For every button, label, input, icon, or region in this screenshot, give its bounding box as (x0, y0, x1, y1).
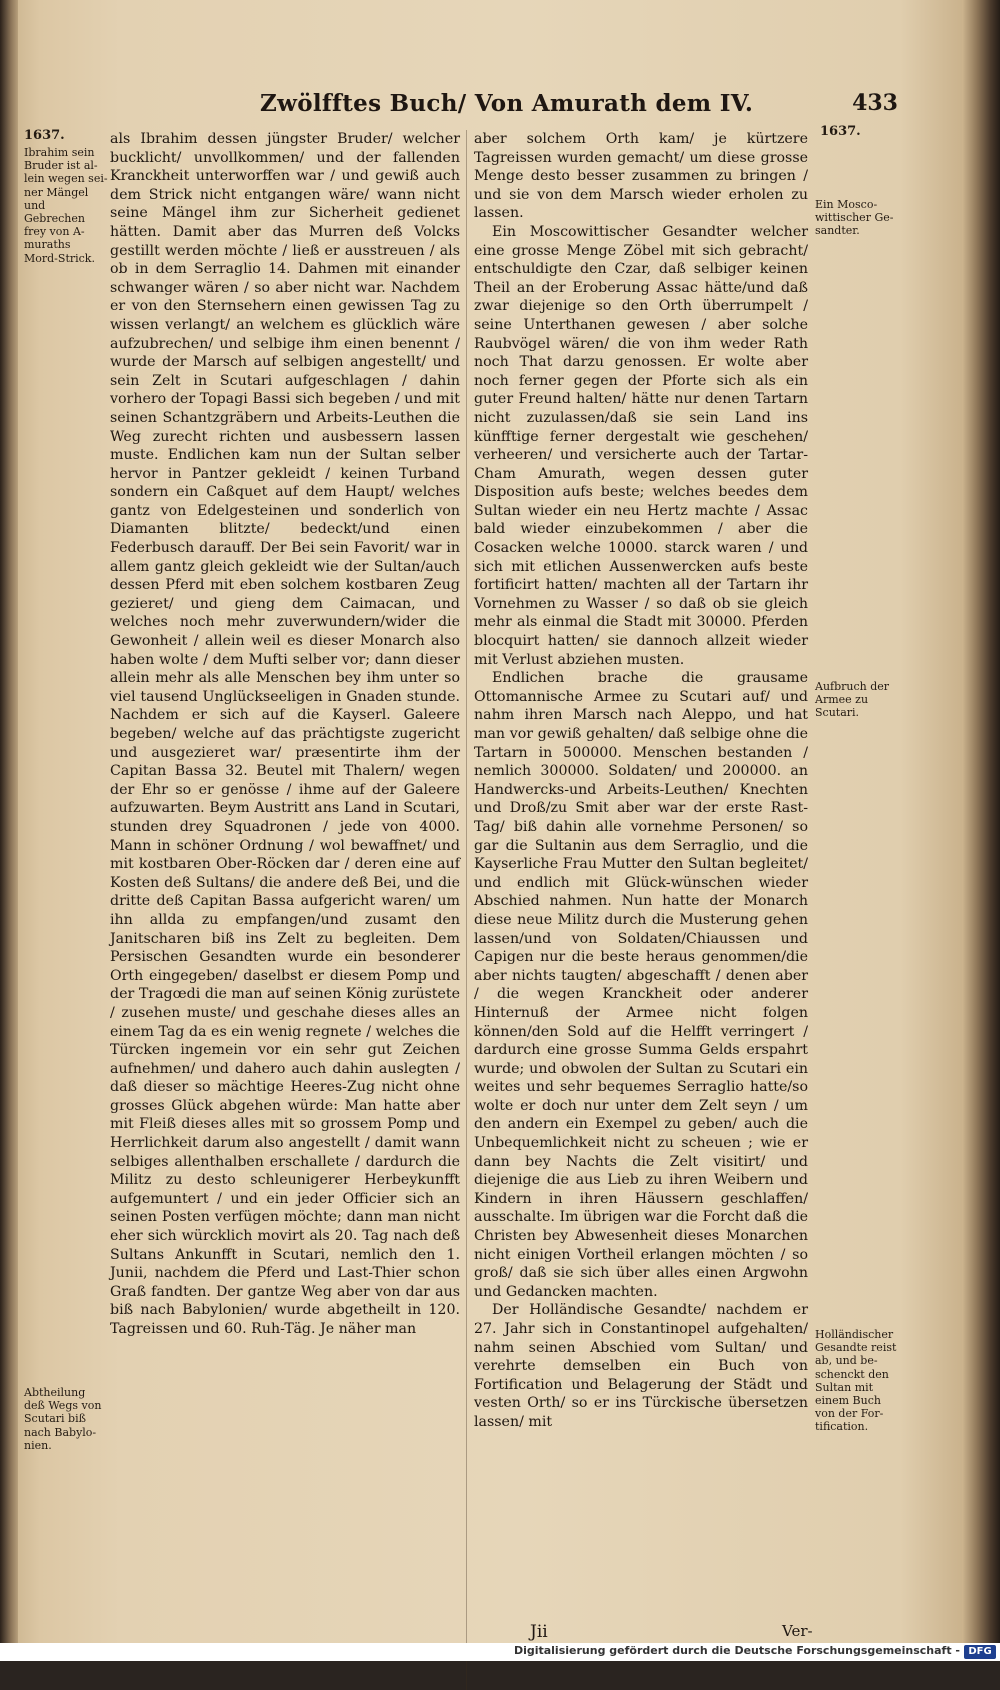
margin-note-aufbruch: Aufbruch der Armee zu Scutari. (815, 680, 890, 720)
page-header (110, 88, 910, 122)
page-number: 433 (852, 90, 898, 116)
running-head: Zwölfftes Buch/ Von Amurath dem IV. (260, 90, 754, 117)
right-column (474, 130, 808, 1432)
left-paragraph: als Ibrahim dessen jüngster Bruder/ welcher bucklicht/ unvollkommen/ und der fallenden Kranckheit unterworffen war / und gewiß auch dem Strick nicht entgangen wäre/ wann nicht seine Mängel ihm zur Sicherheit gedienet hätten. Damit aber das Murren deß Volcks gestillt werden möchte / ließ er ausstreuen / als ob in dem Serraglio 14. Dahmen mit einander schwanger wären / so aber nicht war. Nachdem er von den Sternsehern einen gewissen Tag zu wissen verlangt/ an welchem es glücklich wäre aufzubrechen/ und selbige ihm einen benennt / wurde der Marsch auf selbigen angestellt/ und sein Zelt in Scutari aufgeschlagen / dahin vorhero der Topagi Bassi sich begeben / und mit seinen Schantzgräbern und Arbeits-Leuthen die Weg zurecht richten und ausbessern lassen muste. Endlichen kam nun der Sultan selber hervor in Pantzer gekleidt / keinen Turband sondern ein Caßquet auf dem Haupt/ welches gantz von Edelgesteinen und sonderlich von Diamanten blitzte/ bedeckt/und einen Federbusch darauff. Der Bei sein Favorit/ war in allem gantz gleich gekleidt wie der Sultan/auch dessen Pferd mit eben solchem kostbaren Zeug gezieret/ und gieng dem Caimacan, und welches noch mehr zuverwundern/wider die Gewonheit / allein weil es dieser Monarch also haben wolte / dem Mufti selber vor; dann dieser allein mehr als alle Menschen bey ihm unter so viel tausend Unglückseeligen in Gnaden stunde. Nachdem er sich auf die Kayserl. Galeere begeben/ welche auf das prächtigste zugericht und ausgezieret war/ præsentirte ihm der Capitan Bassa 32. Beutel mit Thalern/ wegen der Ehr so er genösse / ihme auf der Galeere aufzuwarten. Beym Austritt ans Land in Scutari, stunden drey Squadronen / jede von 4000. Mann in schöner Ordnung / wol bewaffnet/ und mit kostbaren Ober-Röcken dar / deren eine auf Kosten deß Sultans/ die andere deß Bei, und die dritte deß Capitan Bassa aufgericht waren/ um ihn allda zu empfangen/und zusamt den Janitscharen biß ins Zelt zu begleiten. Dem Persischen Gesandten wurde ein besonderer Orth eingegeben/ daselbst er diesem Pomp und der Tragœdi die man auf seinen König zurüstete / zusehen muste/ und geschahe dieses alles an einem Tag da es ein wenig regnete / welches die Türcken ingemein vor ein sehr gut Zeichen aufnehmen/ und dahero auch dahin auslegten / daß dieser so mächtige Heeres-Zug nicht ohne grosses Glück abgehen würde: Man hatte aber mit Fleiß dieses alles mit so grossem Pomp und Herrlichkeit darum also angestellt / damit wann selbiges allenthalben erschallete / dardurch die Militz zu desto schleunigerer Herbeykunfft aufgemuntert / und ein jeder Officier sich an seinen Posten verfügen möchte; dann man nicht eher sich würcklich movirt als 20. Tag nach deß Sultans Ankunfft in Scutari, nemlich den 1. Junii, nachdem die Pferd und Last-Thier schon Graß fandten. Der gantze Weg aber von dar aus biß nach Babylonien/ wurde abgetheilt in 120. Tagreissen und 60. Ruh-Täg. Je näher man (110, 131, 460, 1337)
right-paragraph-4: Der Holländische Gesandte/ nachdem er 27. Jahr sich in Constantinopel aufgehalten/ nahm seinen Abschied vom Sultan/ und verehrte demselben ein Buch von Fortification und Belagerung der Städt und vesten Orth/ so er ins Türckische übersetzen lassen/ mit (474, 1302, 808, 1430)
margin-note-abtheilung: Abtheilung deß Wegs von Scutari biß nach Babylo- nien. (24, 1386, 102, 1452)
right-paragraph-3: Endlichen brache die grausame Ottomannische Armee zu Scutari auf/ und nahm ihren Marsch nach Aleppo, und hat man vor gewiß gehalten/ daß selbige ohne die Tartarn in 500000. Menschen bestanden / nemlich 300000. Soldaten/ und 200000. an Handwercks-und Arbeits-Leuthen/ Knechten und Droß/zu Smit aber war der erste Rast-Tag/ biß dahin alle vornehme Personen/ so gar die Sultanin aus dem Serraglio, und die Kayserliche Frau Mutter den Sultan begleitet/ und endlich mit Glück-wünschen wieder Abschied nahmen. Nun hatte der Monarch diese neue Militz durch die Musterung gehen lassen/und von Soldaten/Chiaussen und Capigen nur die beste heraus genommen/die aber nichts taugten/ abgeschafft / denen aber / die wegen Kranckheit oder anderer Hinternuß der Armee nicht folgen können/den Sold auf die Helfft verringert / dardurch eine grosse Summa Gelds erspahrt wurde; und obwolen der Sultan zu Scutari ein weites und sehr bequemes Serraglio hatte/so wolte er doch nur unter dem Zelt seyn / um den andern ein Exempel zu geben/ auch die Unbequemlichkeit nicht zu scheuen ; wie er dann bey Nachts die Zelt visitirt/ und diejenige die aus Lieb zu ihren Weibern und Kindern in ihren Häussern geschlaffen/ ausschalte. Im übrigen war die Forcht daß die Christen bey Abwesenheit dieses Monarchen nicht einigen Vortheil erlangen möchten / so groß/ daß sie sich über alles einen Argwohn und Gedancken machten. (474, 670, 808, 1300)
column-divider (466, 130, 467, 1690)
right-paragraph-2: Ein Moscowittischer Gesandter welcher eine grosse Menge Zöbel mit sich gebracht/ entschuldigte den Czar, daß selbiger keinen Theil an der Eroberung Assac hätte/und daß zwar diejenige so den Orth überrumpelt / seine Unterthanen gewesen / aber solche Raubvögel wären/ die von ihm weder Rath noch That darzu genossen. Er wolte aber noch ferner gegen der Pforte sich als ein guter Freund halten/ hätte nur denen Tartarn nicht zuzulassen/daß sie sein Land ins künfftige ferner dergestalt wie geschehen/ verheeren/ und versicherte auch der Tartar-Cham Amurath, wegen dessen guter Disposition aufs beste; welches beedes dem Sultan wieder ein neu Hertz machte / Assac bald wieder einzubekommen / aber die Cosacken welche 10000. starck waren / und sich mit etlichen Aussenwercken aufs beste fortificirt hatten/ machten all der Tartarn ihr Vornehmen zu Wasser / so daß ob sie gleich mehr als einmal die Stadt mit 30000. Pferden blocquirt hatten/ sie dannoch allzeit wieder mit Verlust abziehen musten. (474, 223, 808, 668)
margin-year-right: 1637. (820, 124, 861, 139)
margin-note-ibrahim: Ibrahim sein Bruder ist al- lein wegen sei- ner Mängel und Gebrechen frey von A- muraths Mord-Strick. (24, 146, 108, 265)
signature-mark: Jii (530, 1622, 548, 1642)
margin-note-hollaender: Holländischer Gesandte reist ab, und be- schenckt den Sultan mit einem Buch von der For- tification. (815, 1328, 897, 1434)
left-page-edge (0, 0, 18, 1661)
margin-note-moscowitter: Ein Mosco- wittischer Ge- sandter. (815, 198, 894, 238)
margin-year-left: 1637. (24, 128, 65, 143)
dfg-logo-icon: DFG (964, 1645, 996, 1659)
catchword: Ver- (782, 1622, 813, 1640)
footer-credit: Digitalisierung gefördert durch die Deutsche Forschungsgemeinschaft - (513, 1644, 960, 1657)
right-paragraph-1: aber solchem Orth kam/ je kürtzere Tagreissen wurden gemacht/ um diese grosse Menge desto besser zusammen zu bringen / und sie von dem Marsch wieder erholen zu lassen. (474, 131, 808, 222)
right-page-edge (962, 0, 1000, 1661)
left-column (110, 130, 460, 1339)
